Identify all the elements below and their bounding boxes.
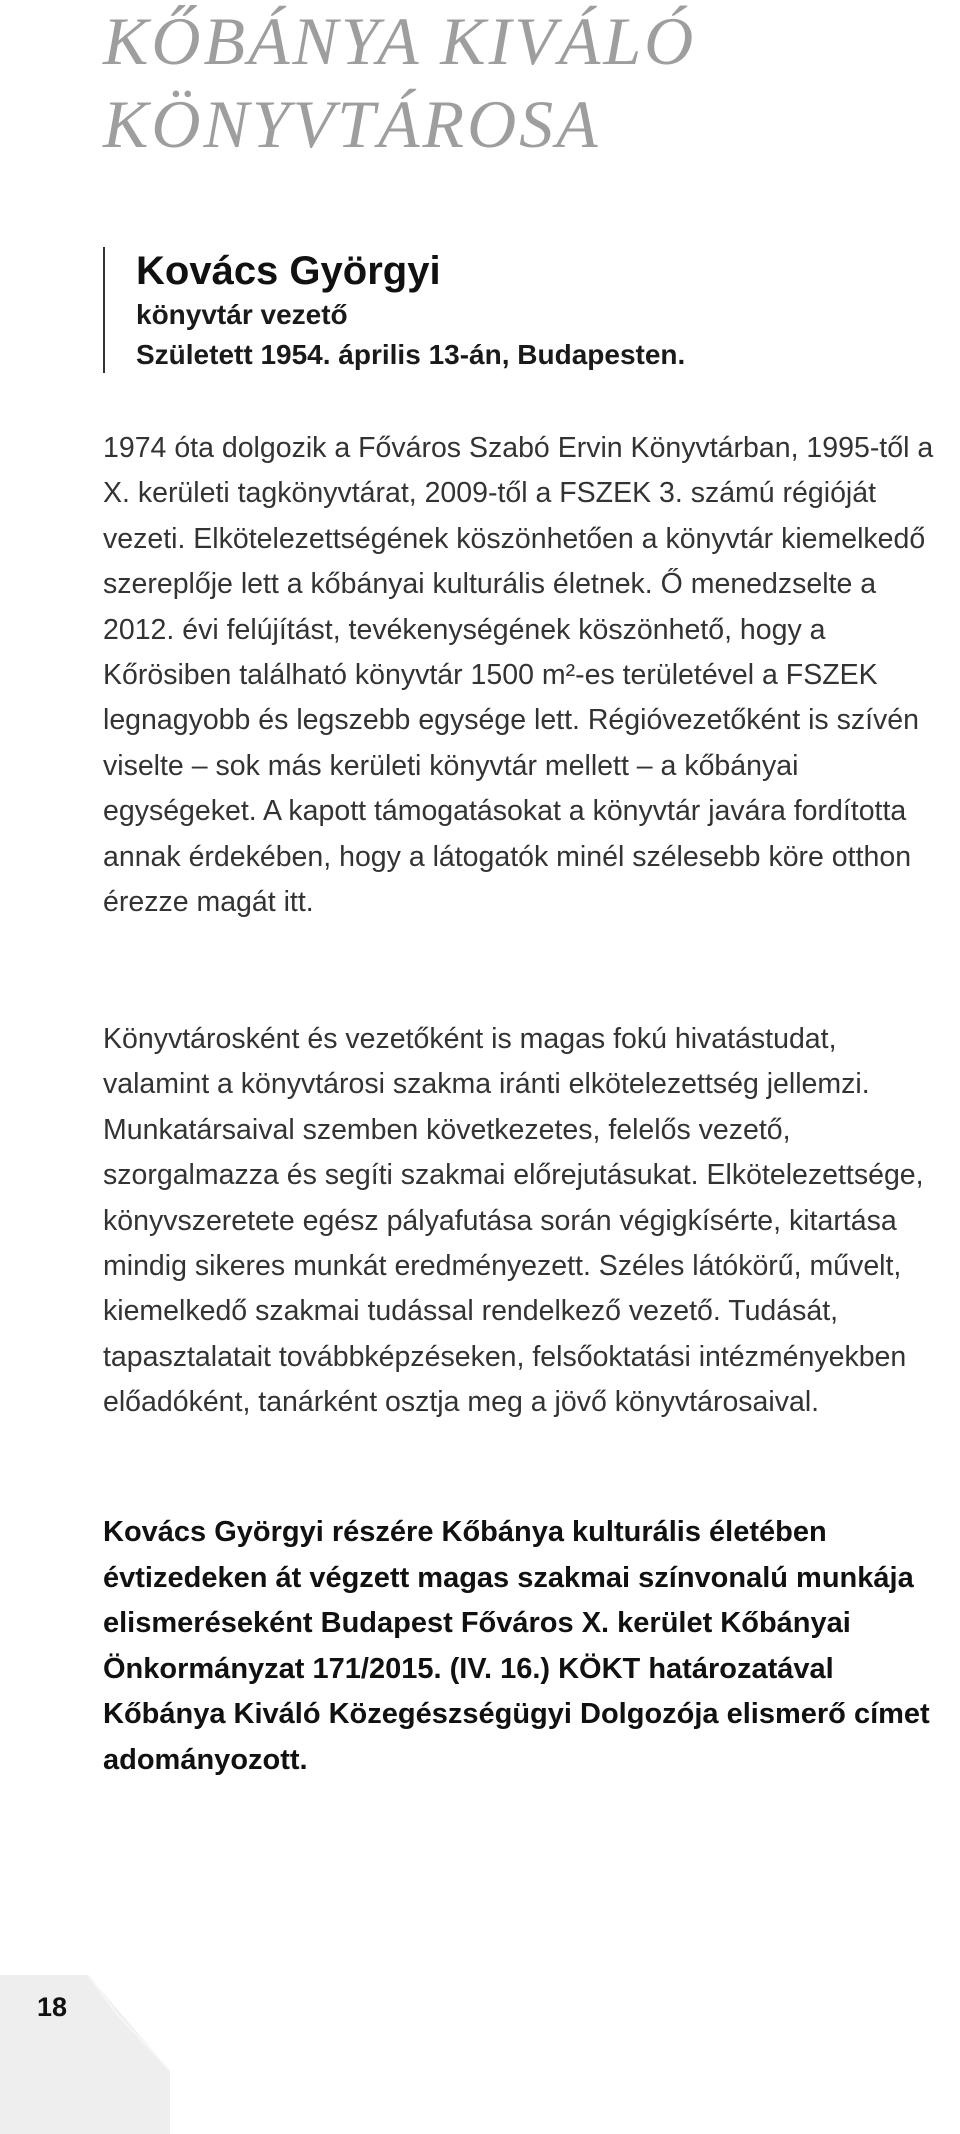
person-birth: Született 1954. április 13-án, Budapesten.	[136, 339, 686, 370]
page-title	[103, 0, 923, 166]
biography-paragraph-2: Könyvtárosként és vezetőként is magas fokú hivatástudat, valamint a könyvtárosi szakma iránti elkötelezettség jellemzi. Munkatársaival szemben következetes, felelős vezető, szorgalmazza és segíti szakmai előrejutásukat. Elkötelezettsége, könyvszeretete egész pályafutása során végigkísérte, kitartása mindig sikeres munkát eredményezett. Széles látókörű, művelt, kiemelkedő szakmai tudással rendelkező vezető. Tudását, tapasztalatait továbbképzéseken, felsőoktatási intézményekben előadóként, tanárként osztja meg a jövő könyvtárosaival.	[103, 1023, 924, 1419]
page-title-line-2: KÖNYVTÁROSA	[103, 86, 601, 162]
profile-header	[103, 247, 685, 373]
person-name: Kovács Györgyi	[136, 249, 441, 293]
award-statement: Kovács Györgyi részére Kőbánya kulturális életében évtizedeken át végzett magas szakmai színvonalú munkája elismeréseként Budapest Főváros X. kerület Kőbányai Önkormányzat 171/2015. (IV. 16.) KÖKT határozatával Kőbánya Kiváló Közegészségügyi Dolgozója elismerő címet adományozott.	[103, 1516, 930, 1776]
person-role: könyvtár vezető	[136, 299, 348, 330]
page-corner-tab	[0, 1975, 170, 2134]
page-title-line-1: KŐBÁNYA KIVÁLÓ	[103, 3, 697, 79]
biography-paragraph-1: 1974 óta dolgozik a Főváros Szabó Ervin Könyvtárban, 1995-től a X. kerületi tagkönyvtárat, 2009-től a FSZEK 3. számú régióját vezeti. Elkötelezettségének köszönhetően a könyvtár kiemelkedő szereplője lett a kőbányai kulturális életnek. Ő menedzselte a 2012. évi felújítást, tevékenységének köszönhető, hogy a Kőrösiben található könyvtár 1500 m²-es területével a FSZEK legnagyobb és legszebb egysége lett. Régióvezetőként is szívén viselte – sok más kerületi könyvtár mellett – a kőbányai egységeket. A kapott támogatásokat a könyvtár javára fordította annak érdekében, hogy a látogatók minél szélesebb köre otthon érezze magát itt.	[103, 432, 934, 919]
page-number: 18	[37, 1992, 68, 2022]
